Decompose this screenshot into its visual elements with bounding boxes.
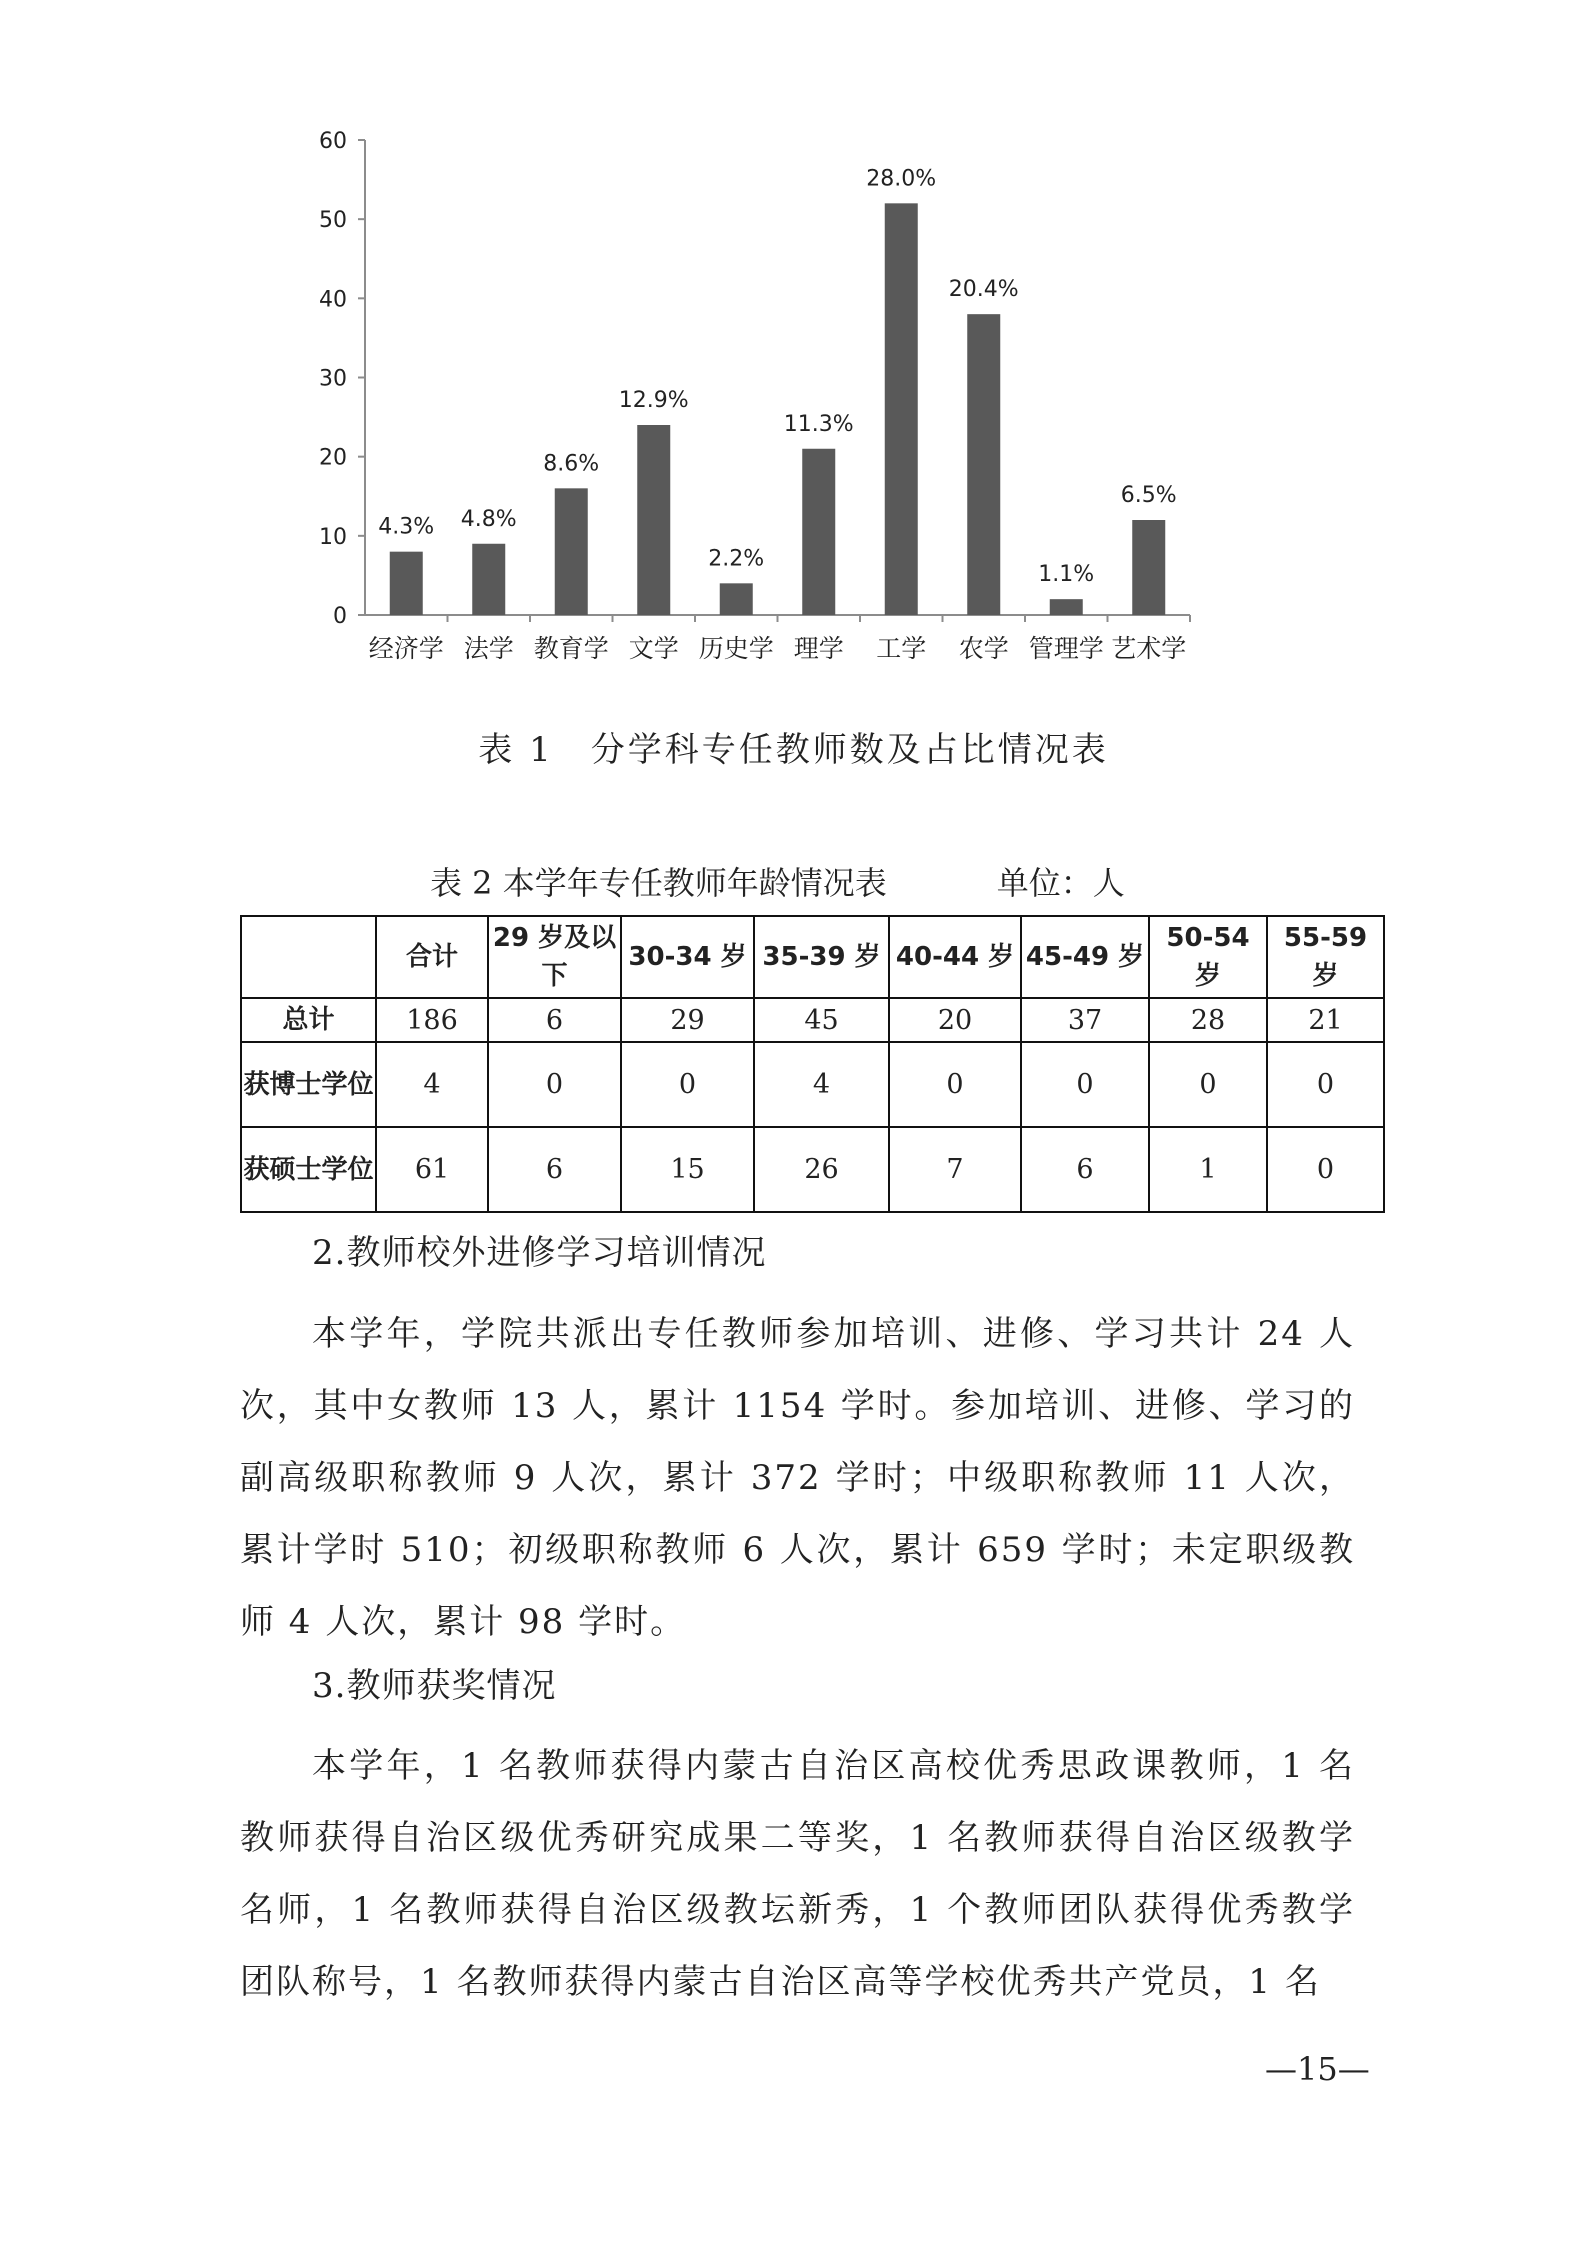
row-label: 总计: [241, 998, 376, 1042]
header-cell: 35-39 岁: [754, 916, 889, 998]
category-label: 文学: [628, 634, 679, 663]
table-cell: 21: [1267, 998, 1384, 1042]
page-number: —15—: [1265, 2050, 1370, 2088]
table-cell: 4: [376, 1042, 488, 1127]
table-row: [241, 998, 1384, 1042]
header-cell: 45-49 岁: [1021, 916, 1149, 998]
table-cell: 4: [754, 1042, 889, 1127]
header-cell: 29 岁及以下: [488, 916, 621, 998]
category-label: 经济学: [368, 634, 444, 663]
table-cell: 29: [621, 998, 754, 1042]
table-header-row: [241, 916, 1384, 998]
table-cell: 6: [1021, 1127, 1149, 1212]
table-cell: 15: [621, 1127, 754, 1212]
bar: [802, 449, 835, 615]
category-label: 工学: [876, 634, 927, 663]
header-cell: 30-34 岁: [621, 916, 754, 998]
y-tick-label: 10: [319, 524, 347, 550]
bar: [1132, 520, 1165, 615]
data-label: 20.4%: [948, 277, 1019, 303]
row-label: 获硕士学位: [241, 1127, 376, 1212]
category-label: 艺术学: [1111, 634, 1187, 663]
y-tick-label: 0: [333, 604, 347, 629]
data-label: 11.3%: [783, 411, 854, 437]
header-cell: 40-44 岁: [889, 916, 1021, 998]
bar: [472, 544, 505, 615]
category-label: 教育学: [533, 634, 609, 663]
age-table: [240, 915, 1385, 1213]
section-heading: 2.教师校外进修学习培训情况: [312, 1233, 767, 1273]
header-cell: 55-59 岁: [1267, 916, 1384, 998]
table-cell: 0: [1267, 1042, 1384, 1127]
data-label: 1.1%: [1038, 562, 1095, 588]
table-cell: 0: [488, 1042, 621, 1127]
header-cell: 合计: [376, 916, 488, 998]
body-paragraph: 本学年，1 名教师获得内蒙古自治区高校优秀思政课教师，1 名教师获得自治区级优秀研究成果二等奖，1 名教师获得自治区级教学名师，1 名教师获得自治区级教坛新秀，1 个教师团队获得优秀教学团队称号，1 名教师获得内蒙古自治区高等学校优秀共产党员，1 名: [240, 1746, 1355, 2002]
data-label: 28.0%: [866, 166, 937, 192]
table-cell: 0: [1149, 1042, 1267, 1127]
table1-caption: 表 1 分学科专任教师数及占比情况表: [478, 730, 1109, 770]
category-label: 农学: [958, 634, 1009, 663]
y-tick-label: 40: [319, 287, 347, 313]
data-label: 2.2%: [708, 546, 765, 572]
table-cell: 0: [889, 1042, 1021, 1127]
category-label: 管理学: [1028, 634, 1104, 663]
data-label: 4.8%: [460, 506, 517, 532]
y-tick-label: 20: [319, 445, 347, 471]
table-cell: 0: [621, 1042, 754, 1127]
bar: [637, 425, 670, 615]
header-cell: 50-54 岁: [1149, 916, 1267, 998]
data-label: 12.9%: [618, 388, 689, 413]
bar-chart: [290, 125, 1210, 685]
y-tick-label: 30: [319, 366, 347, 392]
category-label: 理学: [793, 634, 844, 663]
table-cell: 6: [488, 1127, 621, 1212]
table-cell: 186: [376, 998, 488, 1042]
table2-caption-line: [430, 858, 1125, 904]
header-empty-cell: [241, 916, 376, 998]
table-cell: 7: [889, 1127, 1021, 1212]
y-tick-label: 60: [319, 129, 347, 154]
table2-caption: 表 2 本学年专任教师年龄情况表: [430, 864, 887, 902]
table-cell: 1: [1149, 1127, 1267, 1212]
bar: [885, 203, 918, 615]
bar: [720, 583, 753, 615]
y-tick-label: 50: [319, 208, 347, 234]
section-heading: 3.教师获奖情况: [312, 1666, 557, 1706]
body-paragraph: 本学年，学院共派出专任教师参加培训、进修、学习共计 24 人次，其中女教师 13 人，累计 1154 学时。参加培训、进修、学习的副高级职称教师 9 人次，累计 372 学时；中级职称教师 11 人次，累计学时 510；初级职称教师 6 人次，累计 659 学时；未定职级教师 4 人次，累计 98 学时。: [240, 1314, 1355, 1642]
table-cell: 0: [1021, 1042, 1149, 1127]
table-cell: 28: [1149, 998, 1267, 1042]
data-label: 6.5%: [1120, 483, 1177, 508]
table-cell: 0: [1267, 1127, 1384, 1212]
bar: [967, 314, 1000, 615]
table-cell: 26: [754, 1127, 889, 1212]
table-row: [241, 1127, 1384, 1212]
bar: [390, 552, 423, 615]
data-label: 8.6%: [543, 451, 600, 477]
table-cell: 61: [376, 1127, 488, 1212]
table-row: [241, 1042, 1384, 1127]
bar: [555, 488, 588, 615]
table-cell: 45: [754, 998, 889, 1042]
category-label: 法学: [463, 634, 514, 663]
table-cell: 20: [889, 998, 1021, 1042]
table-cell: 37: [1021, 998, 1149, 1042]
bar: [1050, 599, 1083, 615]
table2-unit: 单位：人: [996, 864, 1125, 902]
row-label: 获博士学位: [241, 1042, 376, 1127]
data-label: 4.3%: [378, 514, 435, 540]
category-label: 历史学: [698, 634, 774, 663]
table-cell: 6: [488, 998, 621, 1042]
